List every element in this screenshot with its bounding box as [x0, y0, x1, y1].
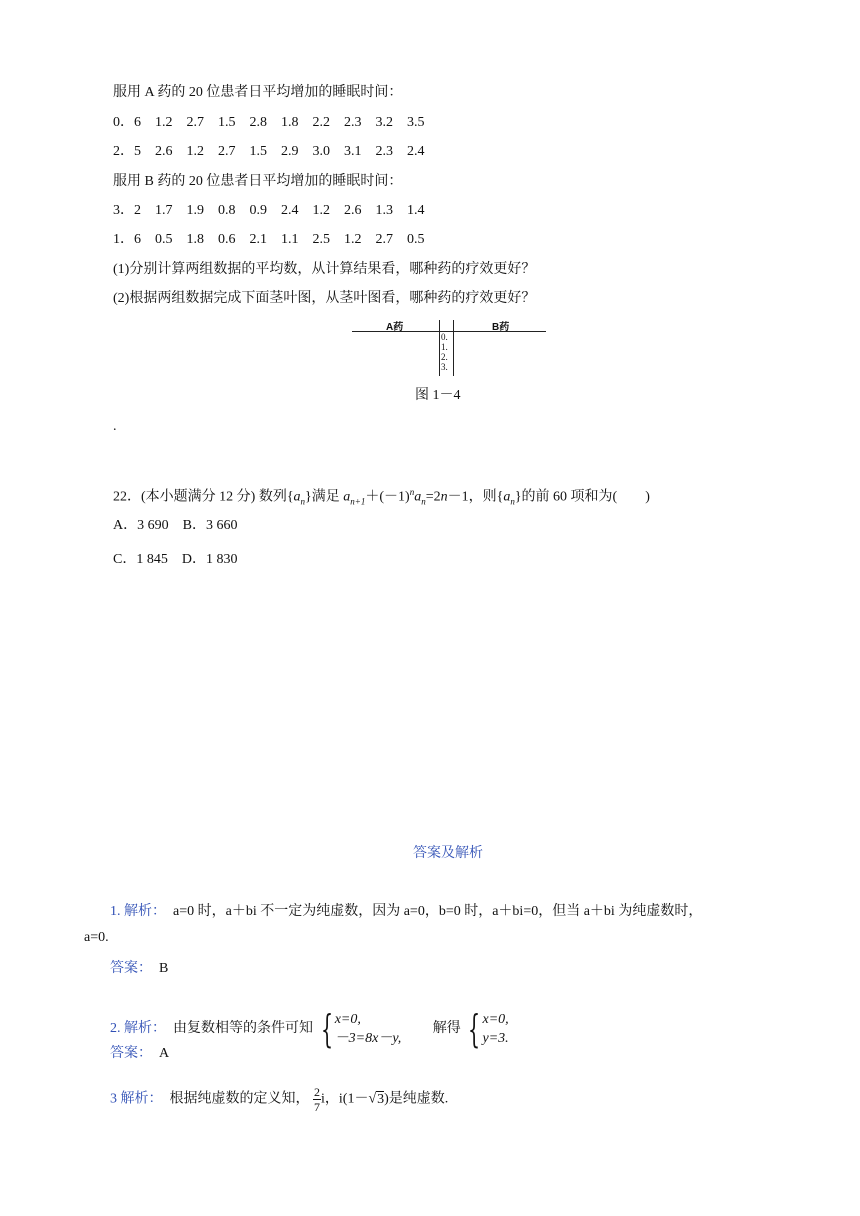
- answer-1-explanation: 1. 解析： a=0 时，a＋bi 不一定为纯虚数，因为 a=0，b=0 时，a＋bi=0，但当 a＋bi 为纯虚数时，: [110, 904, 703, 919]
- equation-system-1: { x=0, －3=8x－y,: [320, 1007, 402, 1051]
- answer-3-explanation: 3 解析： 根据纯虚数的定义知， $\frac{2}{7}$ i，i(1－√3)是纯虚数.: [110, 1085, 449, 1114]
- stem-1: 1.: [441, 342, 448, 352]
- a-drug-heading: 服用 A 药的 20 位患者日平均增加的睡眠时间：: [113, 85, 403, 100]
- stem-2: 2.: [441, 352, 448, 362]
- b-drug-data-row-1: 3．2 1.7 1.9 0.8 0.9 2.4 1.2 2.6 1.3 1.4: [113, 203, 425, 218]
- stem-leaf-stems: [441, 332, 448, 372]
- answer-2-label: 2. 解析：: [110, 1021, 159, 1037]
- stem-leaf-right-header: B药: [492, 322, 510, 333]
- answer-3-label: 3 解析：: [110, 1091, 156, 1107]
- fraction-two-sevenths: $\frac{2}{7}$: [314, 1085, 320, 1114]
- stem-leaf-left-header: A药: [386, 322, 404, 333]
- question-2: (2)根据两组数据完成下面茎叶图，从茎叶图看，哪种药的疗效更好？: [113, 291, 536, 306]
- a-drug-data-row-1: 0．6 1.2 2.7 1.5 2.8 1.8 2.2 2.3 3.2 3.5: [113, 115, 425, 130]
- answer-1-label: 1. 解析：: [110, 904, 159, 919]
- question-1: (1)分别计算两组数据的平均数，从计算结果看，哪种药的疗效更好？: [113, 262, 536, 277]
- answer-1-result: 答案： B: [110, 961, 169, 976]
- problem-22-statement: 22．(本小题满分 12 分) 数列$\{a_n\}$满足 $a_{n+1}+(-1)^na_n=2n-1$，则$\{a_n\}$的前 60 项和为( ): [113, 487, 650, 507]
- stem-leaf-right-divider: [453, 320, 454, 376]
- a-drug-data-row-2: 2．5 2.6 1.2 2.7 1.5 2.9 3.0 3.1 2.3 2.4: [113, 144, 425, 159]
- problem-22-options-2: C．1 845 D．1 830: [113, 552, 238, 567]
- problem-22-options-1: A．3 690 B．3 660: [113, 518, 238, 533]
- answer-2-explanation: 2. 解析： 由复数相等的条件可知 { x=0, －3=8x－y, 解得 { x=0, y=3.: [110, 1007, 509, 1051]
- stem-leaf-left-divider: [439, 320, 440, 376]
- stem-3: 3.: [441, 362, 448, 372]
- answer-label: 答案：: [110, 961, 145, 976]
- stem-leaf-plot: [352, 318, 546, 378]
- b-drug-heading: 服用 B 药的 20 位患者日平均增加的睡眠时间：: [113, 174, 403, 189]
- stem-leaf-horizontal-line: [352, 331, 546, 332]
- answer-1-continuation: a=0.: [84, 930, 109, 945]
- b-drug-data-row-2: 1．6 0.5 1.8 0.6 2.1 1.1 2.5 1.2 2.7 0.5: [113, 232, 425, 247]
- answer-2-result: 答案： A: [110, 1046, 170, 1061]
- stem-0: 0.: [441, 332, 448, 342]
- equation-system-2: { x=0, y=3.: [468, 1007, 509, 1051]
- answers-title: 答案及解析: [413, 846, 483, 861]
- stray-dot: .: [113, 419, 117, 434]
- figure-caption: 图 1－4: [415, 388, 461, 403]
